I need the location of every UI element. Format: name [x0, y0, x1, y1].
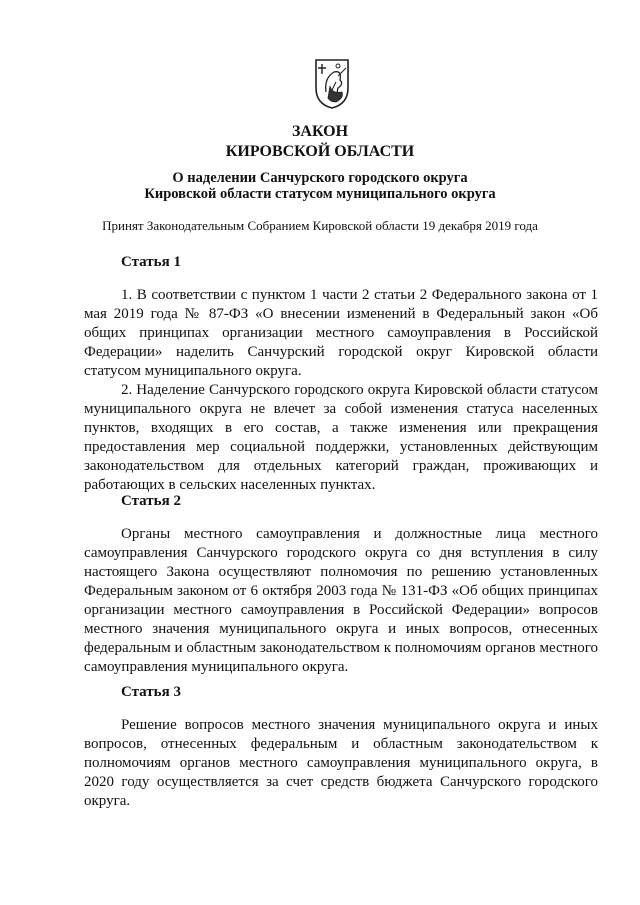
article-3-body [84, 716, 598, 811]
article-1-heading: Статья 1 [121, 254, 181, 270]
article-3-heading: Статья 3 [121, 684, 181, 700]
article-3-paragraph-1: Решение вопросов местного значения муниципального округа и иных вопросов, отнесенных федеральным и областным законодательством к полномочиям органов местного самоуправления муниципального округа, в 2020 году осуществляется за счет средств бюджета Санчурского городского округа. [84, 717, 598, 809]
kirov-oblast-coat-of-arms-icon [314, 58, 350, 110]
law-title [0, 122, 640, 162]
article-1-paragraph-2: 2. Наделение Санчурского городского округа Кировской области статусом муниципального округа не влечет за собой изменения статуса населенных пунктов, входящих в его состав, а также изменения или прекращения предоставления мер социальной поддержки, установленных действующим законодательством для отдельных категорий граждан, проживающих и работающих в сельских населенных пунктах. [84, 382, 598, 493]
law-label: ЗАКОН [291, 123, 349, 140]
adoption-note: Принят Законодательным Собранием Кировской области 19 декабря 2019 года [102, 218, 538, 233]
article-1-paragraph-1: 1. В соответствии с пунктом 1 части 2 статьи 2 Федерального закона от 1 мая 2019 года № 87-ФЗ «О внесении изменений в Федеральный закон «Об общих принципах организации местного самоуправления в Российской Федерации» наделить Санчурский городской округ Кировской области статусом муниципального округа. [84, 287, 598, 379]
article-2-paragraph-1: Органы местного самоуправления и должностные лица местного самоуправления Санчурского городского округа со дня вступления в силу настоящего Закона осуществляют полномочия по решению установленных Федеральным законом от 6 октября 2003 года № 131-ФЗ «Об общих принципах организации местного самоуправления в Российской Федерации» вопросов местного значения муниципального округа и иных вопросов, отнесенных федеральным и областным законодательством к полномочиям органов местного самоуправления муниципального округа. [84, 526, 598, 675]
law-subtitle [0, 170, 640, 202]
subtitle-line-2: Кировской области статусом муниципального округа [144, 186, 496, 202]
article-2-body [84, 525, 598, 677]
article-2-heading: Статья 2 [121, 493, 181, 509]
article-1-body [84, 286, 598, 495]
subtitle-line-1: О наделении Санчурского городского округа [172, 170, 468, 186]
region-label: КИРОВСКОЙ ОБЛАСТИ [225, 143, 415, 160]
